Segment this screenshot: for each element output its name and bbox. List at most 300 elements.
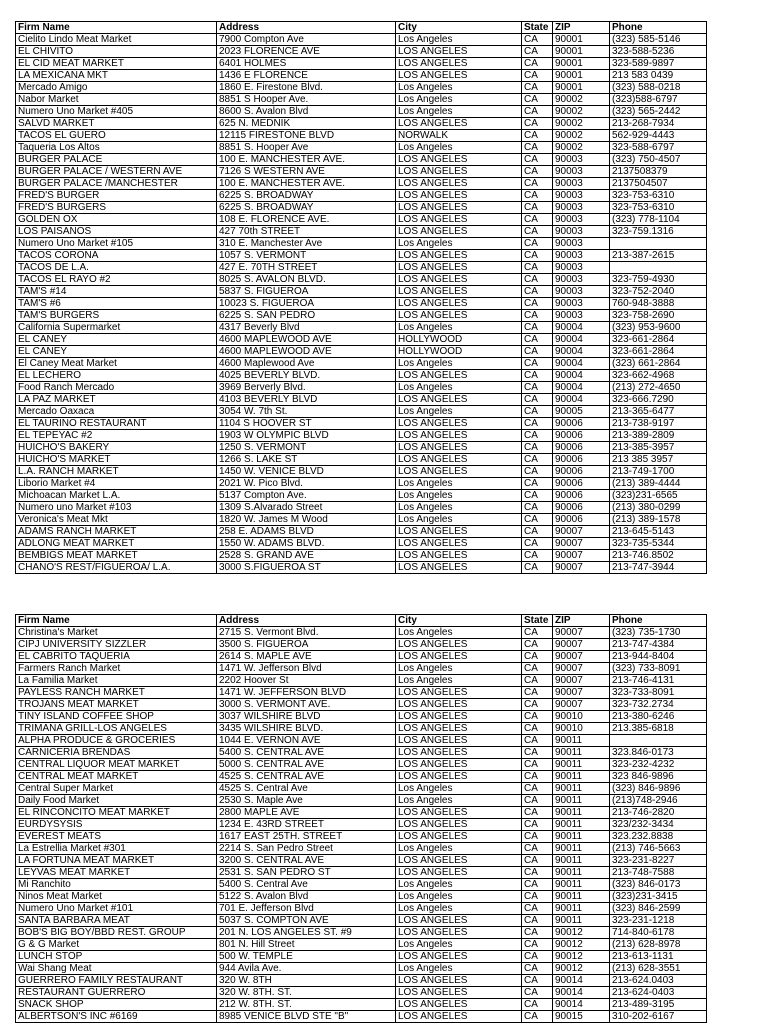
zip-cell: 90006	[553, 478, 610, 490]
city-cell: Los Angeles	[396, 322, 522, 334]
address-cell: 4025 BEVERLY BLVD.	[217, 370, 396, 382]
address-cell: 310 E. Manchester Ave	[217, 238, 396, 250]
phone-cell: 323.846-0173	[610, 747, 707, 759]
state-cell: CA	[522, 639, 553, 651]
phone-cell: (213) 272-4650	[610, 382, 707, 394]
table-row	[16, 759, 707, 771]
phone-cell: 213-747-3944	[610, 562, 707, 574]
col-firm-name: Firm Name	[16, 615, 217, 627]
phone-cell: 323 846-9896	[610, 771, 707, 783]
state-cell: CA	[522, 867, 553, 879]
address-cell: 427 E. 70TH STREET	[217, 262, 396, 274]
city-cell: LOS ANGELES	[396, 747, 522, 759]
zip-cell: 90006	[553, 514, 610, 526]
table-row	[16, 394, 707, 406]
zip-cell: 90003	[553, 202, 610, 214]
address-cell: 2531 S. SAN PEDRO ST	[217, 867, 396, 879]
table-row	[16, 454, 707, 466]
table-row	[16, 442, 707, 454]
state-cell: CA	[522, 382, 553, 394]
address-cell: 8851 S. Hooper Ave	[217, 142, 396, 154]
firm-name-cell: HUICHO'S BAKERY	[16, 442, 217, 454]
table-row	[16, 723, 707, 735]
phone-cell: 323-733-8091	[610, 687, 707, 699]
firm-name-cell: Michoacan Market L.A.	[16, 490, 217, 502]
zip-cell: 90003	[553, 298, 610, 310]
state-cell: CA	[522, 322, 553, 334]
address-cell: 5400 S. CENTRAL AVE	[217, 747, 396, 759]
zip-cell: 90001	[553, 34, 610, 46]
address-cell: 1903 W OLYMPIC BLVD	[217, 430, 396, 442]
address-cell: 1104 S HOOVER ST	[217, 418, 396, 430]
table-row	[16, 154, 707, 166]
city-cell: Los Angeles	[396, 627, 522, 639]
firm-name-cell: SANTA BARBARA MEAT	[16, 915, 217, 927]
state-cell: CA	[522, 46, 553, 58]
zip-cell: 90011	[553, 915, 610, 927]
address-cell: 5400 S. Central Ave	[217, 879, 396, 891]
table-row	[16, 430, 707, 442]
state-cell: CA	[522, 166, 553, 178]
table-row	[16, 142, 707, 154]
city-cell: LOS ANGELES	[396, 651, 522, 663]
firm-name-cell: TROJANS MEAT MARKET	[16, 699, 217, 711]
zip-cell: 90003	[553, 310, 610, 322]
state-cell: CA	[522, 987, 553, 999]
table-row	[16, 382, 707, 394]
state-cell: CA	[522, 178, 553, 190]
phone-cell: (323) 778-1104	[610, 214, 707, 226]
city-cell: LOS ANGELES	[396, 807, 522, 819]
city-cell: Los Angeles	[396, 82, 522, 94]
phone-cell: 323-732.2734	[610, 699, 707, 711]
zip-cell: 90011	[553, 891, 610, 903]
city-cell: Los Angeles	[396, 963, 522, 975]
table-row	[16, 190, 707, 202]
firm-name-cell: Veronica's Meat Mkt	[16, 514, 217, 526]
phone-cell: 323-231-8227	[610, 855, 707, 867]
phone-cell: 213-746-4131	[610, 675, 707, 687]
firm-name-cell: EL CID MEAT MARKET	[16, 58, 217, 70]
address-cell: 4600 Maplewood Ave	[217, 358, 396, 370]
col-state: State	[522, 22, 553, 34]
table-row	[16, 651, 707, 663]
city-cell: Los Angeles	[396, 783, 522, 795]
phone-cell: (213) 628-8978	[610, 939, 707, 951]
firm-name-cell: EL TEPEYAC #2	[16, 430, 217, 442]
state-cell: CA	[522, 466, 553, 478]
zip-cell: 90011	[553, 831, 610, 843]
address-cell: 5837 S. FIGUEROA	[217, 286, 396, 298]
phone-cell: 323-232-4232	[610, 759, 707, 771]
address-cell: 320 W. 8TH	[217, 975, 396, 987]
zip-cell: 90012	[553, 927, 610, 939]
firm-name-cell: Central Super Market	[16, 783, 217, 795]
table-row	[16, 711, 707, 723]
city-cell: Los Angeles	[396, 939, 522, 951]
city-cell: Los Angeles	[396, 843, 522, 855]
firm-table-2	[15, 614, 707, 1023]
phone-cell: 213-944-8404	[610, 651, 707, 663]
state-cell: CA	[522, 286, 553, 298]
firm-name-cell: EL CANEY	[16, 334, 217, 346]
address-cell: 2530 S. Maple Ave	[217, 795, 396, 807]
address-cell: 1309 S.Alvarado Street	[217, 502, 396, 514]
address-cell: 1450 W. VENICE BLVD	[217, 466, 396, 478]
table-row	[16, 310, 707, 322]
phone-cell: 323-758-2690	[610, 310, 707, 322]
city-cell: LOS ANGELES	[396, 154, 522, 166]
table-row	[16, 639, 707, 651]
table-row	[16, 987, 707, 999]
address-cell: 1436 E FLORENCE	[217, 70, 396, 82]
table-row	[16, 879, 707, 891]
col-city: City	[396, 22, 522, 34]
firm-name-cell: Liborio Market #4	[16, 478, 217, 490]
phone-cell: (213)748-2946	[610, 795, 707, 807]
address-cell: 3435 WILSHIRE BLVD.	[217, 723, 396, 735]
firm-name-cell: Mercado Oaxaca	[16, 406, 217, 418]
state-cell: CA	[522, 94, 553, 106]
address-cell: 5000 S. CENTRAL AVE	[217, 759, 396, 771]
city-cell: Los Angeles	[396, 903, 522, 915]
zip-cell: 90011	[553, 843, 610, 855]
phone-cell: (323) 953-9600	[610, 322, 707, 334]
table-row	[16, 34, 707, 46]
state-cell: CA	[522, 975, 553, 987]
table-row	[16, 286, 707, 298]
city-cell: LOS ANGELES	[396, 759, 522, 771]
zip-cell: 90004	[553, 394, 610, 406]
state-cell: CA	[522, 783, 553, 795]
city-cell: LOS ANGELES	[396, 118, 522, 130]
phone-cell	[610, 735, 707, 747]
state-cell: CA	[522, 699, 553, 711]
firm-name-cell: TRIMANA GRILL-LOS ANGELES	[16, 723, 217, 735]
state-cell: CA	[522, 651, 553, 663]
address-cell: 2528 S. GRAND AVE	[217, 550, 396, 562]
table-row	[16, 514, 707, 526]
state-cell: CA	[522, 214, 553, 226]
address-cell: 108 E. FLORENCE AVE.	[217, 214, 396, 226]
city-cell: Los Angeles	[396, 490, 522, 502]
zip-cell: 90007	[553, 687, 610, 699]
state-cell: CA	[522, 514, 553, 526]
table-row	[16, 178, 707, 190]
address-cell: 100 E. MANCHESTER AVE.	[217, 178, 396, 190]
phone-cell: 323-588-6797	[610, 142, 707, 154]
address-cell: 6225 S. BROADWAY	[217, 202, 396, 214]
state-cell: CA	[522, 238, 553, 250]
address-cell: 5037 S. COMPTON AVE	[217, 915, 396, 927]
city-cell: Los Angeles	[396, 663, 522, 675]
firm-name-cell: GUERRERO FAMILY RESTAURANT	[16, 975, 217, 987]
city-cell: LOS ANGELES	[396, 819, 522, 831]
state-cell: CA	[522, 358, 553, 370]
zip-cell: 90004	[553, 370, 610, 382]
address-cell: 1250 S. VERMONT	[217, 442, 396, 454]
state-cell: CA	[522, 675, 553, 687]
zip-cell: 90015	[553, 1011, 610, 1023]
table-row	[16, 202, 707, 214]
phone-cell: (213) 746-5663	[610, 843, 707, 855]
phone-cell: (323) 585-5146	[610, 34, 707, 46]
phone-cell: 323-752-2040	[610, 286, 707, 298]
state-cell: CA	[522, 891, 553, 903]
table-row	[16, 406, 707, 418]
phone-cell: 213.385-6818	[610, 723, 707, 735]
phone-cell: 213-645-5143	[610, 526, 707, 538]
address-cell: 3054 W. 7th St.	[217, 406, 396, 418]
firm-name-cell: CHANO'S REST/FIGUEROA/ L.A.	[16, 562, 217, 574]
address-cell: 4103 BEVERLY BLVD	[217, 394, 396, 406]
state-cell: CA	[522, 142, 553, 154]
phone-cell: 562-929-4443	[610, 130, 707, 142]
city-cell: Los Angeles	[396, 406, 522, 418]
city-cell: LOS ANGELES	[396, 250, 522, 262]
state-cell: CA	[522, 927, 553, 939]
city-cell: LOS ANGELES	[396, 466, 522, 478]
table-row	[16, 550, 707, 562]
city-cell: LOS ANGELES	[396, 442, 522, 454]
firm-name-cell: FRED'S BURGER	[16, 190, 217, 202]
zip-cell: 90007	[553, 663, 610, 675]
address-cell: 2715 S. Vermont Blvd.	[217, 627, 396, 639]
phone-cell	[610, 262, 707, 274]
zip-cell: 90001	[553, 58, 610, 70]
table-row	[16, 891, 707, 903]
state-cell: CA	[522, 202, 553, 214]
address-cell: 2614 S. MAPLE AVE	[217, 651, 396, 663]
phone-cell: (323) 846-2599	[610, 903, 707, 915]
address-cell: 3000 S.FIGUEROA ST	[217, 562, 396, 574]
zip-cell: 90007	[553, 562, 610, 574]
city-cell: LOS ANGELES	[396, 310, 522, 322]
state-cell: CA	[522, 442, 553, 454]
zip-cell: 90007	[553, 699, 610, 711]
col-address: Address	[217, 615, 396, 627]
firm-name-cell: Taqueria Los Altos	[16, 142, 217, 154]
phone-cell: 323-589-9897	[610, 58, 707, 70]
firm-name-cell: EL TAURINO RESTAURANT	[16, 418, 217, 430]
address-cell: 2021 W. Pico Blvd.	[217, 478, 396, 490]
table-row	[16, 627, 707, 639]
city-cell: LOS ANGELES	[396, 190, 522, 202]
zip-cell: 90005	[553, 406, 610, 418]
city-cell: Los Angeles	[396, 502, 522, 514]
col-address: Address	[217, 22, 396, 34]
state-cell: CA	[522, 370, 553, 382]
firm-name-cell: Farmers Ranch Market	[16, 663, 217, 675]
zip-cell: 90011	[553, 903, 610, 915]
firm-name-cell: Ninos Meat Market	[16, 891, 217, 903]
address-cell: 6225 S. BROADWAY	[217, 190, 396, 202]
table-row	[16, 526, 707, 538]
address-cell: 8985 VENICE BLVD STE "B"	[217, 1011, 396, 1023]
table-row	[16, 783, 707, 795]
phone-cell: 213-749-1700	[610, 466, 707, 478]
phone-cell: (323)588-6797	[610, 94, 707, 106]
firm-name-cell: ADLONG MEAT MARKET	[16, 538, 217, 550]
city-cell: LOS ANGELES	[396, 987, 522, 999]
state-cell: CA	[522, 723, 553, 735]
city-cell: LOS ANGELES	[396, 286, 522, 298]
table-row	[16, 538, 707, 550]
zip-cell: 90011	[553, 771, 610, 783]
address-cell: 1234 E. 43RD STREET	[217, 819, 396, 831]
zip-cell: 90011	[553, 819, 610, 831]
city-cell: LOS ANGELES	[396, 298, 522, 310]
table-row	[16, 358, 707, 370]
state-cell: CA	[522, 346, 553, 358]
state-cell: CA	[522, 550, 553, 562]
phone-cell: (213) 628-3551	[610, 963, 707, 975]
firm-name-cell: CIPJ UNIVERSITY SIZZLER	[16, 639, 217, 651]
zip-cell: 90002	[553, 142, 610, 154]
firm-name-cell: SNACK SHOP	[16, 999, 217, 1011]
firm-name-cell: Cielito Lindo Meat Market	[16, 34, 217, 46]
firm-name-cell: California Supermarket	[16, 322, 217, 334]
firm-name-cell: GOLDEN OX	[16, 214, 217, 226]
zip-cell: 90006	[553, 430, 610, 442]
address-cell: 2023 FLORENCE AVE	[217, 46, 396, 58]
state-cell: CA	[522, 759, 553, 771]
city-cell: LOS ANGELES	[396, 723, 522, 735]
city-cell: LOS ANGELES	[396, 214, 522, 226]
firm-name-cell: BOB'S BIG BOY/BBD REST. GROUP	[16, 927, 217, 939]
state-cell: CA	[522, 1011, 553, 1023]
firm-name-cell: FRED'S BURGERS	[16, 202, 217, 214]
table-row	[16, 166, 707, 178]
table-row	[16, 927, 707, 939]
firm-name-cell: Daily Food Market	[16, 795, 217, 807]
zip-cell: 90004	[553, 334, 610, 346]
state-cell: CA	[522, 154, 553, 166]
address-cell: 4525 S. Central Ave	[217, 783, 396, 795]
zip-cell: 90003	[553, 154, 610, 166]
address-cell: 1044 E. VERNON AVE	[217, 735, 396, 747]
table-row	[16, 250, 707, 262]
address-cell: 2202 Hoover St	[217, 675, 396, 687]
phone-cell: 323-753-6310	[610, 190, 707, 202]
firm-name-cell: BURGER PALACE /MANCHESTER	[16, 178, 217, 190]
zip-cell: 90006	[553, 442, 610, 454]
table-row	[16, 58, 707, 70]
state-cell: CA	[522, 502, 553, 514]
zip-cell: 90007	[553, 627, 610, 639]
table-row	[16, 939, 707, 951]
firm-table-1	[15, 21, 707, 574]
table-row	[16, 951, 707, 963]
state-cell: CA	[522, 298, 553, 310]
zip-cell: 90006	[553, 454, 610, 466]
firm-name-cell: ALPHA PRODUCE & GROCERIES	[16, 735, 217, 747]
city-cell: LOS ANGELES	[396, 639, 522, 651]
state-cell: CA	[522, 795, 553, 807]
city-cell: Los Angeles	[396, 891, 522, 903]
firm-name-cell: SALVD MARKET	[16, 118, 217, 130]
address-cell: 201 N. LOS ANGELES ST. #9	[217, 927, 396, 939]
firm-name-cell: EVEREST MEATS	[16, 831, 217, 843]
table-row	[16, 675, 707, 687]
city-cell: LOS ANGELES	[396, 735, 522, 747]
city-cell: LOS ANGELES	[396, 1011, 522, 1023]
table-row	[16, 370, 707, 382]
address-cell: 6401 HOLMES	[217, 58, 396, 70]
city-cell: LOS ANGELES	[396, 46, 522, 58]
firm-name-cell: LOS PAISANOS	[16, 226, 217, 238]
city-cell: LOS ANGELES	[396, 178, 522, 190]
firm-name-cell: TINY ISLAND COFFEE SHOP	[16, 711, 217, 723]
zip-cell: 90014	[553, 975, 610, 987]
address-cell: 1471 W. Jefferson Blvd	[217, 663, 396, 675]
phone-cell: 213-738-9197	[610, 418, 707, 430]
table-row	[16, 699, 707, 711]
phone-cell: 323-759-4930	[610, 274, 707, 286]
phone-cell: 213-385-3957	[610, 442, 707, 454]
address-cell: 801 N. Hill Street	[217, 939, 396, 951]
firm-name-cell: L.A. RANCH MARKET	[16, 466, 217, 478]
phone-cell: (323)231-6565	[610, 490, 707, 502]
table-row	[16, 963, 707, 975]
phone-cell: 213 385 3957	[610, 454, 707, 466]
firm-name-cell: CARNICERIA BRENDAS	[16, 747, 217, 759]
city-cell: LOS ANGELES	[396, 687, 522, 699]
table-row	[16, 118, 707, 130]
state-cell: CA	[522, 843, 553, 855]
phone-cell: (323) 733-8091	[610, 663, 707, 675]
table-row	[16, 771, 707, 783]
address-cell: 3200 S. CENTRAL AVE	[217, 855, 396, 867]
firm-name-cell: TACOS DE L.A.	[16, 262, 217, 274]
zip-cell: 90007	[553, 550, 610, 562]
firm-name-cell: La Estrellia Market #301	[16, 843, 217, 855]
table-row	[16, 106, 707, 118]
address-cell: 1550 W. ADAMS BLVD.	[217, 538, 396, 550]
state-cell: CA	[522, 747, 553, 759]
zip-cell: 90003	[553, 274, 610, 286]
firm-name-cell: LA MEXICANA MKT	[16, 70, 217, 82]
state-cell: CA	[522, 711, 553, 723]
zip-cell: 90004	[553, 358, 610, 370]
city-cell: LOS ANGELES	[396, 430, 522, 442]
firm-name-cell: Nabor Market	[16, 94, 217, 106]
table-row	[16, 807, 707, 819]
city-cell: LOS ANGELES	[396, 58, 522, 70]
table-row	[16, 747, 707, 759]
city-cell: LOS ANGELES	[396, 771, 522, 783]
col-state: State	[522, 615, 553, 627]
table-row	[16, 70, 707, 82]
state-cell: CA	[522, 963, 553, 975]
address-cell: 7126 S WESTERN AVE	[217, 166, 396, 178]
state-cell: CA	[522, 430, 553, 442]
firm-name-cell: ADAMS RANCH MARKET	[16, 526, 217, 538]
state-cell: CA	[522, 771, 553, 783]
firm-name-cell: Numero uno Market #103	[16, 502, 217, 514]
address-cell: 8851 S Hooper Ave.	[217, 94, 396, 106]
firm-name-cell: LEYVAS MEAT MARKET	[16, 867, 217, 879]
city-cell: NORWALK	[396, 130, 522, 142]
phone-cell: 323-588-5236	[610, 46, 707, 58]
state-cell: CA	[522, 879, 553, 891]
zip-cell: 90003	[553, 166, 610, 178]
firm-name-cell: LUNCH STOP	[16, 951, 217, 963]
city-cell: LOS ANGELES	[396, 274, 522, 286]
phone-cell: 213-624.0403	[610, 975, 707, 987]
zip-cell: 90011	[553, 795, 610, 807]
phone-cell: 2137508379	[610, 166, 707, 178]
